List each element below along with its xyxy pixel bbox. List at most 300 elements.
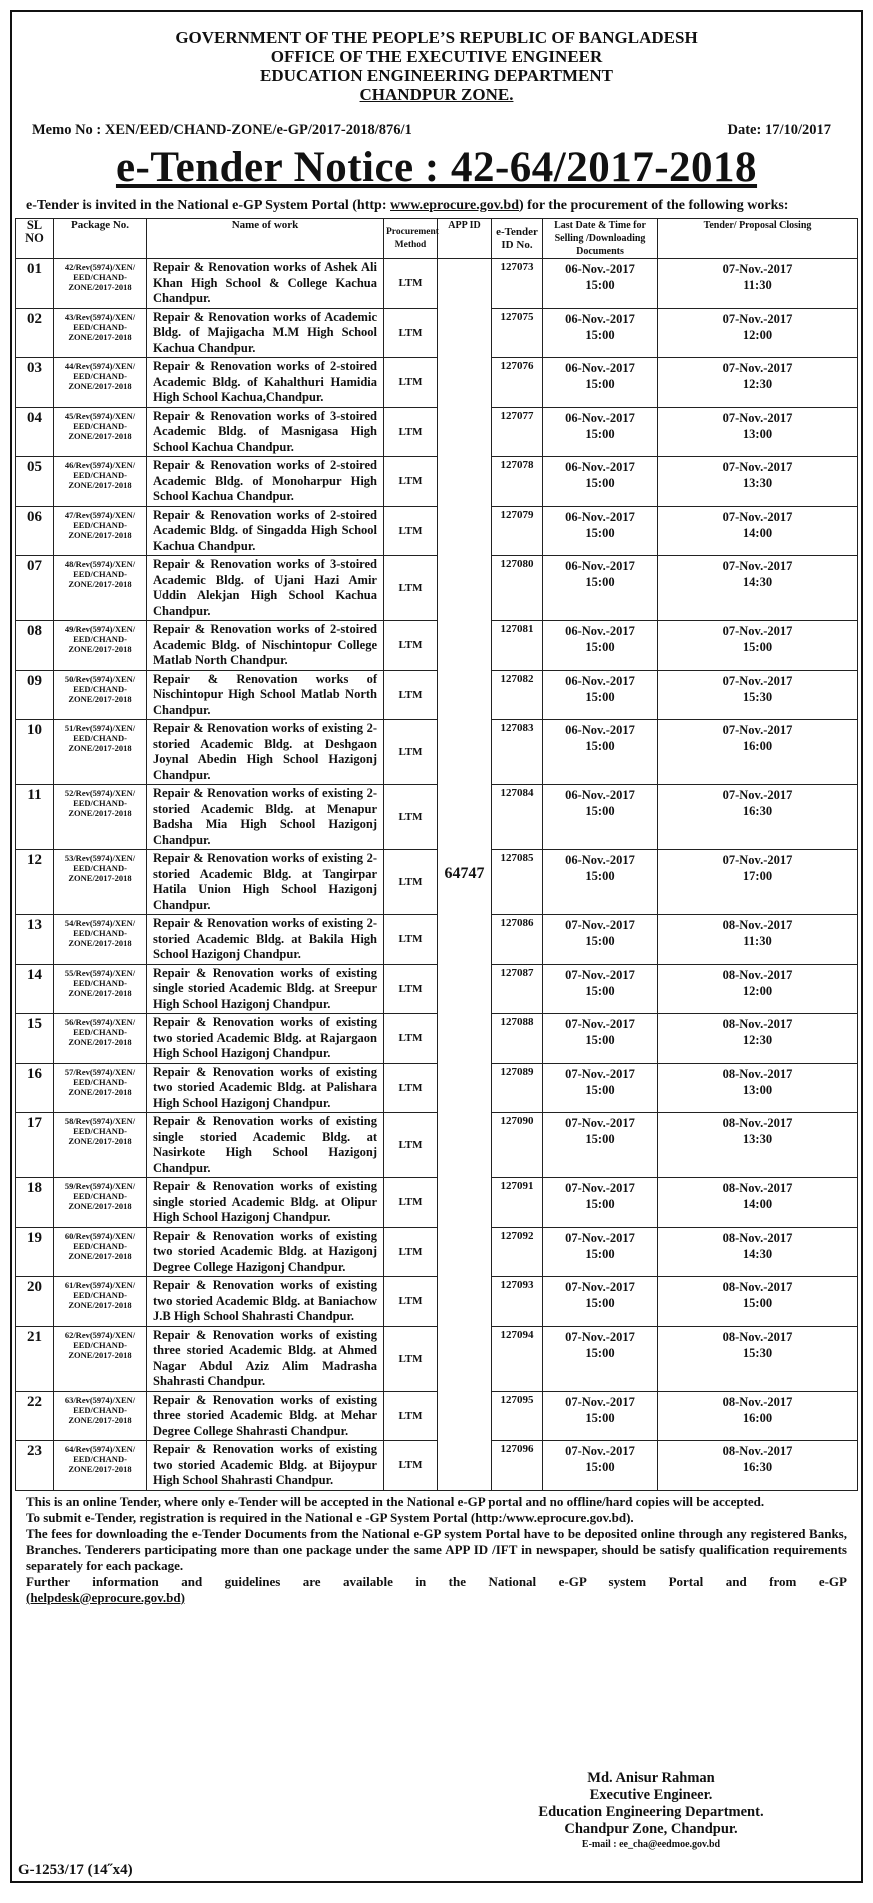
row-tender-id: 127095: [492, 1391, 543, 1441]
row-last-date: [543, 1014, 658, 1064]
row-closing: [658, 915, 858, 965]
row-last-date-time: 15:00: [585, 640, 615, 654]
portal-link[interactable]: www.eprocure.gov.bd: [390, 198, 519, 213]
row-closing: [658, 1441, 858, 1491]
signatory-name: Md. Anisur Rahman: [587, 1770, 715, 1786]
row-last-date-time: 15:00: [585, 1296, 615, 1310]
row-work: Repair & Renovation works of existing three storied Academic Bldg. at Ahmed Nagar Abdul Aziz Alim Madrasha Shahrasti Chandpur.: [147, 1326, 384, 1391]
row-closing: [658, 964, 858, 1014]
row-closing-day: 07-Nov.-2017: [722, 624, 793, 638]
row-work: Repair & Renovation works of existing 2-storied Academic Bldg. at Deshgaon Joynal Abedin High School Hazigonj Chandpur.: [147, 720, 384, 785]
header-method: Procurement Method: [384, 219, 438, 259]
row-closing-time: 16:00: [742, 739, 773, 753]
row-last-date: [543, 964, 658, 1014]
row-last-date-time: 15:00: [585, 1246, 615, 1261]
row-sl: 14: [16, 964, 54, 1014]
header-closing: Tender/ Proposal Closing: [658, 219, 858, 259]
row-closing: [658, 1063, 858, 1113]
row-sl: 04: [16, 407, 54, 457]
footer-note-fees: The fees for downloading the e-Tender Documents from the National e-GP system Portal have to be deposited online through any registered Banks, Branches. Tenderers participating more than one package under the same APP ID /IFT in newspaper, should be satisfy qualification requirements separately for each package.: [26, 1525, 847, 1573]
row-closing-time: 16:00: [742, 1410, 773, 1425]
table-row: [16, 964, 858, 1014]
row-last-date-day: 06-Nov.-2017: [565, 262, 635, 276]
row-tender-id: 127079: [492, 506, 543, 556]
row-closing-day: 07-Nov.-2017: [722, 723, 793, 737]
row-closing: [658, 1326, 858, 1391]
row-last-date-day: 07-Nov.-2017: [565, 1116, 635, 1130]
row-closing-time: 15:30: [742, 1345, 773, 1360]
row-method: LTM: [384, 670, 438, 720]
row-closing: [658, 850, 858, 915]
row-sl: 08: [16, 621, 54, 671]
row-closing-time: 13:00: [742, 426, 773, 441]
row-last-date-time: 15:00: [585, 1132, 615, 1146]
row-last-date-day: 06-Nov.-2017: [565, 853, 635, 867]
works-table: [15, 218, 858, 1491]
row-last-date-day: 06-Nov.-2017: [565, 509, 635, 524]
row-closing-time: 16:30: [742, 804, 773, 818]
row-package: 60/Rev(5974)/XEN/ EED/CHAND- ZONE/2017-2018: [54, 1227, 147, 1277]
row-closing-time: 14:30: [742, 575, 773, 589]
table-row: [16, 1227, 858, 1277]
row-work: Repair & Renovation works of 3-stoired Academic Bldg. of Ujani Hazi Amir Uddin Alekjan High School Kachua Chandpur.: [147, 556, 384, 621]
signature-block: [501, 1770, 801, 1852]
table-row: [16, 1326, 858, 1391]
row-last-date-time: 15:00: [585, 983, 615, 998]
row-package: 45/Rev(5974)/XEN/ EED/CHAND- ZONE/2017-2018: [54, 407, 147, 457]
row-package: 49/Rev(5974)/XEN/ EED/CHAND- ZONE/2017-2018: [54, 621, 147, 671]
row-sl: 09: [16, 670, 54, 720]
table-row: [16, 1391, 858, 1441]
table-row: [16, 259, 858, 309]
row-closing-time: 17:00: [742, 869, 773, 883]
row-tender-id: 127081: [492, 621, 543, 671]
row-work: Repair & Renovation works of existing two storied Academic Bldg. at Palishara High School Hazigonj Chandpur.: [147, 1063, 384, 1113]
row-closing-day: 07-Nov.-2017: [722, 788, 793, 802]
row-work: Repair & Renovation works of 2-stoired Academic Bldg. of Kahalthuri Hamidia High School Kachua,Chandpur.: [147, 358, 384, 408]
tender-notice-page: [10, 10, 863, 1883]
row-closing-day: 08-Nov.-2017: [722, 1444, 793, 1458]
row-closing: [658, 1391, 858, 1441]
row-last-date-time: 15:00: [585, 327, 615, 342]
row-tender-id: 127089: [492, 1063, 543, 1113]
table-row: [16, 1277, 858, 1327]
row-method: LTM: [384, 1113, 438, 1178]
row-last-date-time: 15:00: [585, 377, 615, 391]
row-last-date-time: 15:00: [585, 689, 615, 704]
row-closing: [658, 457, 858, 507]
row-tender-id: 127091: [492, 1178, 543, 1228]
row-last-date: [543, 1113, 658, 1178]
row-last-date: [543, 457, 658, 507]
table-row: [16, 308, 858, 358]
row-closing: [658, 308, 858, 358]
row-work: Repair & Renovation works of 2-stoired Academic Bldg. of Singadda High School Kachua Chandpur.: [147, 506, 384, 556]
row-tender-id: 127077: [492, 407, 543, 457]
row-closing: [658, 358, 858, 408]
header-last-date: Last Date & Time for Selling /Downloading Documents: [543, 219, 658, 259]
row-package: 43/Rev(5974)/XEN/ EED/CHAND- ZONE/2017-2018: [54, 308, 147, 358]
row-work: Repair & Renovation works of existing 2-storied Academic Bldg. at Tangirpar Hatila Union High School Hazigonj Chandpur.: [147, 850, 384, 915]
memo-number: Memo No : XEN/EED/CHAND-ZONE/e-GP/2017-2018/876/1: [32, 122, 412, 138]
table-header-row: [16, 219, 858, 259]
row-sl: 17: [16, 1113, 54, 1178]
row-closing: [658, 621, 858, 671]
row-last-date: [543, 1326, 658, 1391]
row-last-date: [543, 785, 658, 850]
row-method: LTM: [384, 308, 438, 358]
row-method: LTM: [384, 407, 438, 457]
row-package: 53/Rev(5974)/XEN/ EED/CHAND- ZONE/2017-2018: [54, 850, 147, 915]
table-row: [16, 358, 858, 408]
table-row: [16, 720, 858, 785]
row-last-date-time: 15:00: [585, 804, 615, 818]
row-method: LTM: [384, 915, 438, 965]
table-row: [16, 1113, 858, 1178]
row-work: Repair & Renovation works of Nischintopur High School Matlab North Chandpur.: [147, 670, 384, 720]
row-method: LTM: [384, 457, 438, 507]
row-last-date: [543, 407, 658, 457]
row-last-date-day: 07-Nov.-2017: [565, 1329, 635, 1344]
row-last-date-day: 07-Nov.-2017: [565, 967, 635, 982]
row-closing-day: 08-Nov.-2017: [722, 1066, 793, 1081]
row-package: 62/Rev(5974)/XEN/ EED/CHAND- ZONE/2017-2018: [54, 1326, 147, 1391]
row-tender-id: 127085: [492, 850, 543, 915]
header-tender-id: e-Tender ID No.: [492, 219, 543, 259]
row-package: 61/Rev(5974)/XEN/ EED/CHAND- ZONE/2017-2018: [54, 1277, 147, 1327]
row-closing-time: 14:00: [742, 1197, 773, 1211]
row-last-date-day: 07-Nov.-2017: [565, 1181, 635, 1195]
row-sl: 20: [16, 1277, 54, 1327]
row-package: 50/Rev(5974)/XEN/ EED/CHAND- ZONE/2017-2018: [54, 670, 147, 720]
row-sl: 11: [16, 785, 54, 850]
row-method: LTM: [384, 259, 438, 309]
row-last-date-day: 07-Nov.-2017: [565, 1444, 635, 1458]
row-closing: [658, 259, 858, 309]
row-sl: 19: [16, 1227, 54, 1277]
row-last-date-day: 06-Nov.-2017: [565, 361, 635, 375]
row-method: LTM: [384, 506, 438, 556]
row-package: 44/Rev(5974)/XEN/ EED/CHAND- ZONE/2017-2018: [54, 358, 147, 408]
row-work: Repair & Renovation works of existing two storied Academic Bldg. at Hazigonj Degree College Hazigonj Chandpur.: [147, 1227, 384, 1277]
row-last-date-day: 06-Nov.-2017: [565, 559, 635, 573]
row-last-date-day: 07-Nov.-2017: [565, 918, 635, 932]
row-tender-id: 127087: [492, 964, 543, 1014]
row-last-date-time: 15:00: [585, 1410, 615, 1425]
row-work: Repair & Renovation works of existing 2-storied Academic Bldg. at Menapur Badsha Mia High School Hazigonj Chandpur.: [147, 785, 384, 850]
row-package: 42/Rev(5974)/XEN/ EED/CHAND- ZONE/2017-2018: [54, 259, 147, 309]
row-package: 48/Rev(5974)/XEN/ EED/CHAND- ZONE/2017-2018: [54, 556, 147, 621]
row-work: Repair & Renovation works of existing two storied Academic Bldg. at Bijoypur High School Shahrasti Chandpur.: [147, 1441, 384, 1491]
row-closing-time: 14:30: [742, 1246, 773, 1261]
row-sl: 03: [16, 358, 54, 408]
row-closing: [658, 1277, 858, 1327]
row-closing-time: 15:30: [742, 689, 773, 704]
row-closing-time: 13:30: [742, 1132, 773, 1146]
table-row: [16, 457, 858, 507]
row-package: 52/Rev(5974)/XEN/ EED/CHAND- ZONE/2017-2018: [54, 785, 147, 850]
row-last-date-day: 07-Nov.-2017: [565, 1066, 635, 1081]
row-tender-id: 127086: [492, 915, 543, 965]
table-row: [16, 1441, 858, 1491]
row-method: LTM: [384, 964, 438, 1014]
row-last-date-day: 06-Nov.-2017: [565, 311, 635, 326]
header-department: EDUCATION ENGINEERING DEPARTMENT: [260, 66, 613, 85]
row-last-date: [543, 1391, 658, 1441]
header: [12, 28, 861, 104]
row-closing-day: 08-Nov.-2017: [722, 1394, 793, 1409]
row-method: LTM: [384, 720, 438, 785]
row-last-date-day: 06-Nov.-2017: [565, 673, 635, 688]
row-last-date-day: 06-Nov.-2017: [565, 410, 635, 425]
row-package: 63/Rev(5974)/XEN/ EED/CHAND- ZONE/2017-2018: [54, 1391, 147, 1441]
header-sl: SL NO: [16, 219, 54, 259]
table-row: [16, 1178, 858, 1228]
row-closing: [658, 556, 858, 621]
row-tender-id: 127088: [492, 1014, 543, 1064]
row-work: Repair & Renovation works of 3-stoired Academic Bldg. of Masnigasa High School Kachua Chandpur.: [147, 407, 384, 457]
row-last-date-day: 06-Nov.-2017: [565, 723, 635, 737]
row-tender-id: 127090: [492, 1113, 543, 1178]
row-last-date: [543, 1063, 658, 1113]
row-closing-day: 07-Nov.-2017: [722, 673, 793, 688]
row-last-date-time: 15:00: [585, 476, 615, 490]
row-tender-id: 127076: [492, 358, 543, 408]
row-last-date-time: 15:00: [585, 1082, 615, 1097]
row-last-date: [543, 506, 658, 556]
row-tender-id: 127083: [492, 720, 543, 785]
row-method: LTM: [384, 556, 438, 621]
row-method: LTM: [384, 1178, 438, 1228]
signatory-email: E-mail : ee_cha@eedmoe.gov.bd: [581, 1839, 721, 1850]
row-closing-day: 08-Nov.-2017: [722, 1181, 793, 1195]
row-last-date: [543, 1441, 658, 1491]
row-method: LTM: [384, 358, 438, 408]
row-sl: 13: [16, 915, 54, 965]
row-sl: 15: [16, 1014, 54, 1064]
row-closing-time: 12:30: [742, 1033, 773, 1047]
row-closing: [658, 506, 858, 556]
row-closing-time: 12:00: [742, 327, 773, 342]
row-closing: [658, 785, 858, 850]
row-closing-day: 08-Nov.-2017: [722, 918, 793, 932]
notice-title: e-Tender Notice : 42-64/2017-2018: [115, 144, 758, 191]
row-package: 55/Rev(5974)/XEN/ EED/CHAND- ZONE/2017-2018: [54, 964, 147, 1014]
row-method: LTM: [384, 1014, 438, 1064]
row-sl: 21: [16, 1326, 54, 1391]
row-last-date-time: 15:00: [585, 869, 615, 883]
gazette-reference: G-1253/17 (14˝x4): [18, 1862, 133, 1878]
row-package: 54/Rev(5974)/XEN/ EED/CHAND- ZONE/2017-2018: [54, 915, 147, 965]
table-row: [16, 407, 858, 457]
row-closing: [658, 720, 858, 785]
footer-note-info: Further information and guidelines are available in the National e-GP system Portal and from e-GP: [26, 1573, 847, 1589]
row-closing-time: 15:00: [742, 640, 773, 654]
row-last-date-time: 15:00: [585, 525, 615, 540]
row-closing-time: 11:30: [743, 278, 772, 292]
row-tender-id: 127078: [492, 457, 543, 507]
row-sl: 12: [16, 850, 54, 915]
row-closing-time: 11:30: [743, 934, 772, 948]
header-government: GOVERNMENT OF THE PEOPLE’S REPUBLIC OF BANGLADESH: [175, 28, 698, 47]
row-method: LTM: [384, 1227, 438, 1277]
row-last-date-time: 15:00: [585, 1033, 615, 1047]
row-last-date-day: 06-Nov.-2017: [565, 460, 635, 474]
row-closing-day: 07-Nov.-2017: [722, 361, 793, 375]
row-work: Repair & Renovation works of existing two storied Academic Bldg. at Rajargaon High School Hazigonj Chandpur.: [147, 1014, 384, 1064]
row-sl: 18: [16, 1178, 54, 1228]
row-last-date-time: 15:00: [585, 934, 615, 948]
header-work: Name of work: [147, 219, 384, 259]
row-work: Repair & Renovation works of Academic Bldg. of Majigacha M.M High School Kachua Chandpur.: [147, 308, 384, 358]
row-tender-id: 127093: [492, 1277, 543, 1327]
row-last-date-day: 07-Nov.-2017: [565, 1280, 635, 1294]
row-tender-id: 127075: [492, 308, 543, 358]
memo-date: Date: 17/10/2017: [727, 122, 831, 138]
row-package: 58/Rev(5974)/XEN/ EED/CHAND- ZONE/2017-2018: [54, 1113, 147, 1178]
row-last-date-day: 06-Nov.-2017: [565, 624, 635, 638]
row-closing-day: 07-Nov.-2017: [722, 509, 793, 524]
row-closing: [658, 1014, 858, 1064]
row-closing-time: 12:00: [742, 983, 773, 998]
signatory-department: Education Engineering Department.: [538, 1804, 764, 1820]
row-package: 51/Rev(5974)/XEN/ EED/CHAND- ZONE/2017-2018: [54, 720, 147, 785]
intro-text: e-Tender is invited in the National e-GP System Portal (http: www.eprocure.gov.bd) for the procurement of the following works:: [26, 198, 789, 213]
row-sl: 07: [16, 556, 54, 621]
row-tender-id: 127084: [492, 785, 543, 850]
row-closing-day: 07-Nov.-2017: [722, 311, 793, 326]
row-sl: 01: [16, 259, 54, 309]
row-method: LTM: [384, 850, 438, 915]
header-office: OFFICE OF THE EXECUTIVE ENGINEER: [270, 47, 603, 66]
row-last-date: [543, 621, 658, 671]
row-method: LTM: [384, 1391, 438, 1441]
table-row: [16, 915, 858, 965]
table-row: [16, 556, 858, 621]
row-closing-day: 08-Nov.-2017: [722, 967, 793, 982]
row-last-date: [543, 850, 658, 915]
row-last-date-time: 15:00: [585, 278, 615, 292]
row-last-date-day: 07-Nov.-2017: [565, 1230, 635, 1245]
row-sl: 10: [16, 720, 54, 785]
row-closing: [658, 1227, 858, 1277]
row-closing-day: 08-Nov.-2017: [722, 1230, 793, 1245]
row-last-date: [543, 670, 658, 720]
row-closing-day: 07-Nov.-2017: [722, 460, 793, 474]
header-app-id: APP ID: [438, 219, 492, 259]
row-method: LTM: [384, 1063, 438, 1113]
row-tender-id: 127094: [492, 1326, 543, 1391]
row-closing-day: 08-Nov.-2017: [722, 1017, 793, 1031]
row-last-date: [543, 1277, 658, 1327]
row-closing-time: 13:30: [742, 476, 773, 490]
row-last-date-time: 15:00: [585, 1345, 615, 1360]
memo-line: [32, 122, 831, 139]
row-work: Repair & Renovation works of Ashek Ali Khan High School & College Kachua Chandpur.: [147, 259, 384, 309]
row-method: LTM: [384, 1326, 438, 1391]
row-work: Repair & Renovation works of existing single storied Academic Bldg. at Sreepur High School Hazigonj Chandpur.: [147, 964, 384, 1014]
row-closing-time: 16:30: [742, 1460, 773, 1474]
row-last-date-time: 15:00: [585, 426, 615, 441]
footer-note-online: This is an online Tender, where only e-Tender will be accepted in the National e-GP portal and no offline/hard copies will be accepted.: [26, 1493, 765, 1509]
row-sl: 23: [16, 1441, 54, 1491]
row-work: Repair & Renovation works of existing single storied Academic Bldg. at Nasirkote High School Hazigonj Chandpur.: [147, 1113, 384, 1178]
row-tender-id: 127080: [492, 556, 543, 621]
row-sl: 22: [16, 1391, 54, 1441]
row-closing: [658, 1178, 858, 1228]
row-work: Repair & Renovation works of 2-stoired Academic Bldg. of Nischintopur College Matlab North Chandpur.: [147, 621, 384, 671]
row-last-date: [543, 1227, 658, 1277]
footer-notes: [26, 1494, 847, 1606]
row-closing-time: 13:00: [742, 1082, 773, 1097]
row-closing-time: 15:00: [742, 1296, 773, 1310]
row-last-date-time: 15:00: [585, 739, 615, 753]
helpdesk-email[interactable]: (helpdesk@eprocure.gov.bd): [26, 1589, 185, 1605]
row-last-date-day: 07-Nov.-2017: [565, 1017, 635, 1031]
row-sl: 02: [16, 308, 54, 358]
row-package: 56/Rev(5974)/XEN/ EED/CHAND- ZONE/2017-2018: [54, 1014, 147, 1064]
row-last-date-time: 15:00: [585, 575, 615, 589]
row-tender-id: 127092: [492, 1227, 543, 1277]
row-closing-day: 07-Nov.-2017: [722, 853, 793, 867]
row-tender-id: 127082: [492, 670, 543, 720]
row-work: Repair & Renovation works of existing 2-storied Academic Bldg. at Bakila High School Hazigonj Chandpur.: [147, 915, 384, 965]
row-closing-time: 12:30: [742, 377, 773, 391]
row-last-date: [543, 358, 658, 408]
row-sl: 16: [16, 1063, 54, 1113]
row-sl: 06: [16, 506, 54, 556]
row-package: 64/Rev(5974)/XEN/ EED/CHAND- ZONE/2017-2018: [54, 1441, 147, 1491]
row-work: Repair & Renovation works of existing single storied Academic Bldg. at Olipur High School Hazigonj Chandpur.: [147, 1178, 384, 1228]
row-last-date-time: 15:00: [585, 1460, 615, 1474]
row-sl: 05: [16, 457, 54, 507]
row-closing: [658, 670, 858, 720]
row-package: 57/Rev(5974)/XEN/ EED/CHAND- ZONE/2017-2018: [54, 1063, 147, 1113]
row-tender-id: 127073: [492, 259, 543, 309]
row-closing-day: 08-Nov.-2017: [722, 1329, 793, 1344]
row-last-date: [543, 720, 658, 785]
row-last-date: [543, 308, 658, 358]
row-closing-day: 08-Nov.-2017: [722, 1280, 793, 1294]
row-package: 46/Rev(5974)/XEN/ EED/CHAND- ZONE/2017-2018: [54, 457, 147, 507]
app-id: 64747: [438, 259, 492, 1491]
header-package: Package No.: [54, 219, 147, 259]
row-tender-id: 127096: [492, 1441, 543, 1491]
row-closing-time: 14:00: [742, 525, 773, 540]
table-row: [16, 670, 858, 720]
table-row: [16, 850, 858, 915]
row-method: LTM: [384, 1277, 438, 1327]
row-package: 47/Rev(5974)/XEN/ EED/CHAND- ZONE/2017-2018: [54, 506, 147, 556]
row-package: 59/Rev(5974)/XEN/ EED/CHAND- ZONE/2017-2018: [54, 1178, 147, 1228]
row-last-date-day: 07-Nov.-2017: [565, 1394, 635, 1409]
signatory-designation: Executive Engineer.: [589, 1787, 713, 1803]
signatory-office: Chandpur Zone, Chandpur.: [564, 1821, 738, 1837]
row-closing: [658, 407, 858, 457]
row-closing-day: 07-Nov.-2017: [722, 262, 793, 276]
row-closing-day: 07-Nov.-2017: [722, 559, 793, 573]
table-row: [16, 621, 858, 671]
row-closing-day: 08-Nov.-2017: [722, 1116, 793, 1130]
row-last-date: [543, 1178, 658, 1228]
table-row: [16, 785, 858, 850]
row-closing-day: 07-Nov.-2017: [722, 410, 793, 425]
row-work: Repair & Renovation works of 2-stoired Academic Bldg. of Monoharpur High School Kachua Chandpur.: [147, 457, 384, 507]
row-last-date-time: 15:00: [585, 1197, 615, 1211]
row-last-date: [543, 556, 658, 621]
row-work: Repair & Renovation works of existing three storied Academic Bldg. at Mehar Degree College Shahrasti Chandpur.: [147, 1391, 384, 1441]
table-row: [16, 1014, 858, 1064]
